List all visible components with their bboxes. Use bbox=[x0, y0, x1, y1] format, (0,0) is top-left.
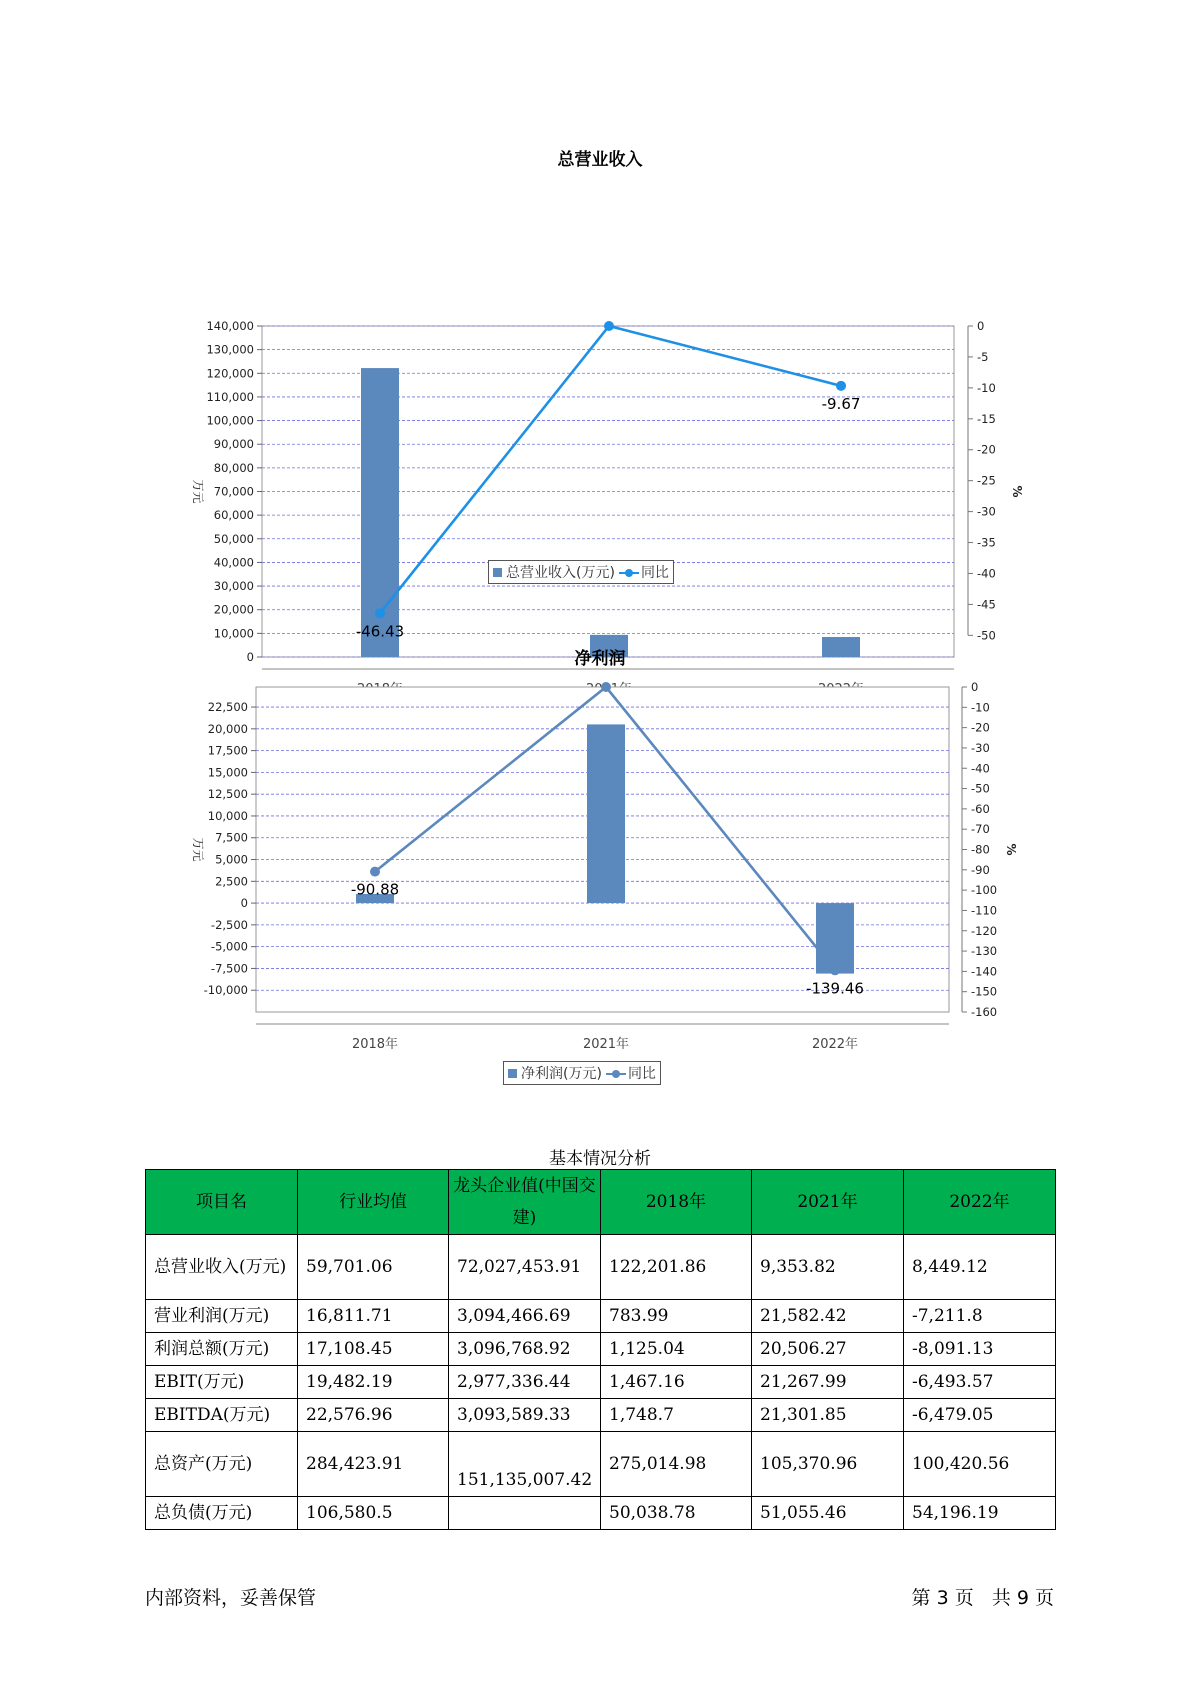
y2-axis-tick-label: -50 bbox=[977, 628, 996, 643]
y2-axis-tick-label: -100 bbox=[971, 883, 998, 898]
y-axis-tick-label: 10,000 bbox=[207, 808, 248, 823]
y2-axis-tick-label: -50 bbox=[971, 781, 990, 796]
line-point bbox=[830, 965, 840, 975]
table-cell: 8,449.12 bbox=[904, 1235, 1056, 1300]
header-2021: 2021年 bbox=[752, 1170, 904, 1235]
table-cell: 51,055.46 bbox=[752, 1497, 904, 1530]
y2-axis-tick-label: -40 bbox=[977, 566, 996, 581]
y2-axis-tick-label: -10 bbox=[977, 380, 996, 395]
table-row bbox=[146, 1432, 1056, 1497]
y-axis-tick-label: 50,000 bbox=[213, 531, 254, 546]
table-cell: 275,014.98 bbox=[601, 1432, 752, 1497]
basic-analysis-table bbox=[145, 1169, 1056, 1530]
y2-axis-tick-label: -130 bbox=[971, 944, 998, 959]
table-row bbox=[146, 1333, 1056, 1366]
line-point bbox=[375, 608, 385, 618]
table-cell: 1,125.04 bbox=[601, 1333, 752, 1366]
y-axis-tick-label: 80,000 bbox=[213, 460, 254, 475]
y2-axis-title: % bbox=[1004, 843, 1018, 856]
line-point bbox=[836, 381, 846, 391]
net-profit-chart bbox=[170, 640, 1030, 1100]
row-label: 总负债(万元) bbox=[146, 1497, 298, 1530]
net-profit-chart-plot bbox=[170, 670, 1030, 1090]
y-axis-tick-label: 10,000 bbox=[213, 626, 254, 641]
bar-legend-swatch bbox=[493, 568, 502, 577]
row-label: 总营业收入(万元) bbox=[146, 1235, 298, 1300]
y-axis-tick-label: -5,000 bbox=[210, 939, 248, 954]
table-caption: 基本情况分析 bbox=[549, 1149, 651, 1169]
y-axis-tick-label: 20,000 bbox=[207, 721, 248, 736]
y2-axis-tick-label: -30 bbox=[977, 504, 996, 519]
table-cell bbox=[449, 1497, 601, 1530]
y2-axis-tick-label: -5 bbox=[977, 349, 989, 364]
header-2022: 2022年 bbox=[904, 1170, 1056, 1235]
y2-axis-tick-label: -30 bbox=[971, 740, 990, 755]
y-axis-tick-label: 7,500 bbox=[215, 830, 248, 845]
y-axis-title: 万元 bbox=[191, 837, 205, 862]
data-label: -90.88 bbox=[350, 880, 400, 899]
table-row bbox=[146, 1300, 1056, 1333]
y-axis-tick-label: 100,000 bbox=[206, 413, 254, 428]
table-cell: 151,135,007.42 bbox=[449, 1432, 601, 1497]
table-cell: 1,748.7 bbox=[601, 1399, 752, 1432]
footer-page-number: 第 3 页 共 9 页 bbox=[911, 1587, 1054, 1609]
y2-axis-tick-label: -10 bbox=[971, 700, 990, 715]
data-label: -9.67 bbox=[821, 394, 861, 413]
chart-title: 总营业收入 bbox=[557, 150, 643, 170]
y-axis-tick-label: 15,000 bbox=[207, 765, 248, 780]
table-cell: 105,370.96 bbox=[752, 1432, 904, 1497]
x-axis-tick-label: 2022年 bbox=[811, 1037, 859, 1052]
y-axis-tick-label: 12,500 bbox=[207, 787, 248, 802]
table-row bbox=[146, 1366, 1056, 1399]
table-cell: -6,493.57 bbox=[904, 1366, 1056, 1399]
header-2018: 2018年 bbox=[601, 1170, 752, 1235]
y-axis-tick-label: -7,500 bbox=[210, 961, 248, 976]
table-row bbox=[146, 1399, 1056, 1432]
table-cell: 783.99 bbox=[601, 1300, 752, 1333]
y-axis-tick-label: 0 bbox=[246, 650, 254, 664]
row-label: 利润总额(万元) bbox=[146, 1333, 298, 1366]
table-cell: 122,201.86 bbox=[601, 1235, 752, 1300]
y-axis-tick-label: 40,000 bbox=[213, 555, 254, 570]
header-item-name: 项目名 bbox=[146, 1170, 298, 1235]
y-axis-tick-label: 90,000 bbox=[213, 437, 254, 452]
table-cell: 21,267.99 bbox=[752, 1366, 904, 1399]
line-legend-label: 同比 bbox=[627, 1066, 656, 1082]
y-axis-tick-label: 5,000 bbox=[215, 852, 248, 867]
y-axis-tick-label: 70,000 bbox=[213, 484, 254, 499]
y2-axis-tick-label: -20 bbox=[977, 442, 996, 457]
y-axis-tick-label: -2,500 bbox=[210, 917, 248, 932]
y-axis-tick-label: 2,500 bbox=[215, 874, 248, 889]
data-label: -46.43 bbox=[355, 622, 405, 641]
y2-axis-tick-label: 0 bbox=[971, 680, 979, 694]
table-cell: 16,811.71 bbox=[298, 1300, 449, 1333]
table-cell: 22,576.96 bbox=[298, 1399, 449, 1432]
table-cell: 72,027,453.91 bbox=[449, 1235, 601, 1300]
y-axis-tick-label: 110,000 bbox=[206, 389, 254, 404]
y2-axis-title: % bbox=[1010, 485, 1024, 498]
y2-axis-tick-label: -160 bbox=[971, 1005, 998, 1019]
y2-axis-tick-label: -80 bbox=[971, 842, 990, 857]
table-cell: 19,482.19 bbox=[298, 1366, 449, 1399]
y2-axis-tick-label: -15 bbox=[977, 411, 996, 426]
chart-legend bbox=[488, 560, 674, 584]
table-cell: 9,353.82 bbox=[752, 1235, 904, 1300]
bar bbox=[816, 903, 854, 973]
y2-axis-tick-label: -45 bbox=[977, 597, 996, 612]
y2-axis-tick-label: -110 bbox=[971, 903, 998, 918]
y2-axis-tick-label: -20 bbox=[971, 720, 990, 735]
row-label: 总资产(万元) bbox=[146, 1432, 298, 1497]
y-axis-tick-label: 60,000 bbox=[213, 508, 254, 523]
y2-axis-tick-label: -35 bbox=[977, 535, 996, 550]
y2-axis-tick-label: -60 bbox=[971, 801, 990, 816]
table-cell: 54,196.19 bbox=[904, 1497, 1056, 1530]
table-cell: 21,582.42 bbox=[752, 1300, 904, 1333]
y-axis-tick-label: 0 bbox=[240, 896, 248, 911]
table-row bbox=[146, 1235, 1056, 1300]
y2-axis-tick-label: -25 bbox=[977, 473, 996, 488]
y-axis-tick-label: 17,500 bbox=[207, 743, 248, 758]
table-cell: 17,108.45 bbox=[298, 1333, 449, 1366]
table-cell: 3,096,768.92 bbox=[449, 1333, 601, 1366]
y-axis-tick-label: 140,000 bbox=[206, 319, 254, 333]
y-axis-tick-label: 130,000 bbox=[206, 342, 254, 357]
x-axis-tick-label: 2021年 bbox=[582, 1037, 630, 1052]
table-cell: 3,093,589.33 bbox=[449, 1399, 601, 1432]
table-cell: 284,423.91 bbox=[298, 1432, 449, 1497]
table-cell: -8,091.13 bbox=[904, 1333, 1056, 1366]
y-axis-tick-label: 120,000 bbox=[206, 366, 254, 381]
chart-legend bbox=[503, 1061, 661, 1085]
header-leader-value: 龙头企业值(中国交建) bbox=[449, 1170, 601, 1235]
line-legend-marker bbox=[606, 1069, 626, 1079]
footer-confidential-note: 内部资料，妥善保管 bbox=[145, 1587, 317, 1609]
y-axis-tick-label: 22,500 bbox=[207, 700, 248, 715]
row-label: EBIT(万元) bbox=[146, 1366, 298, 1399]
line-legend-label: 同比 bbox=[640, 565, 669, 581]
y-axis-tick-label: 20,000 bbox=[213, 602, 254, 617]
table-cell: 100,420.56 bbox=[904, 1432, 1056, 1497]
table-cell: 21,301.85 bbox=[752, 1399, 904, 1432]
row-label: 营业利润(万元) bbox=[146, 1300, 298, 1333]
table-cell: -6,479.05 bbox=[904, 1399, 1056, 1432]
line-point bbox=[370, 867, 380, 877]
bar-legend-label: 总营业收入(万元) bbox=[506, 565, 615, 581]
y2-axis-tick-label: -120 bbox=[971, 923, 998, 938]
table-cell: 2,977,336.44 bbox=[449, 1366, 601, 1399]
table-cell: 3,094,466.69 bbox=[449, 1300, 601, 1333]
y-axis-title: 万元 bbox=[191, 479, 205, 504]
y2-axis-tick-label: -70 bbox=[971, 822, 990, 837]
y-axis-tick-label: 30,000 bbox=[213, 579, 254, 594]
line-legend-marker bbox=[619, 568, 639, 578]
table-row bbox=[146, 1497, 1056, 1530]
bar bbox=[587, 724, 625, 903]
chart-title: 净利润 bbox=[574, 649, 626, 669]
table-cell: 50,038.78 bbox=[601, 1497, 752, 1530]
header-industry-avg: 行业均值 bbox=[298, 1170, 449, 1235]
row-label: EBITDA(万元) bbox=[146, 1399, 298, 1432]
y2-axis-tick-label: 0 bbox=[977, 319, 985, 333]
y-axis-tick-label: -10,000 bbox=[203, 983, 248, 998]
data-label: -139.46 bbox=[806, 979, 864, 998]
x-axis-tick-label: 2018年 bbox=[351, 1037, 399, 1052]
table-header-row bbox=[146, 1170, 1056, 1235]
y2-axis-tick-label: -90 bbox=[971, 862, 990, 877]
bar-legend-label: 净利润(万元) bbox=[521, 1066, 602, 1082]
table-cell: -7,211.8 bbox=[904, 1300, 1056, 1333]
y2-axis-tick-label: -40 bbox=[971, 761, 990, 776]
table-cell: 59,701.06 bbox=[298, 1235, 449, 1300]
table-cell: 20,506.27 bbox=[752, 1333, 904, 1366]
bar-legend-swatch bbox=[508, 1069, 517, 1078]
y2-axis-tick-label: -140 bbox=[971, 964, 998, 979]
line-point bbox=[601, 682, 611, 692]
table-cell: 1,467.16 bbox=[601, 1366, 752, 1399]
line-point bbox=[604, 321, 614, 331]
y2-axis-tick-label: -150 bbox=[971, 984, 998, 999]
table-cell: 106,580.5 bbox=[298, 1497, 449, 1530]
